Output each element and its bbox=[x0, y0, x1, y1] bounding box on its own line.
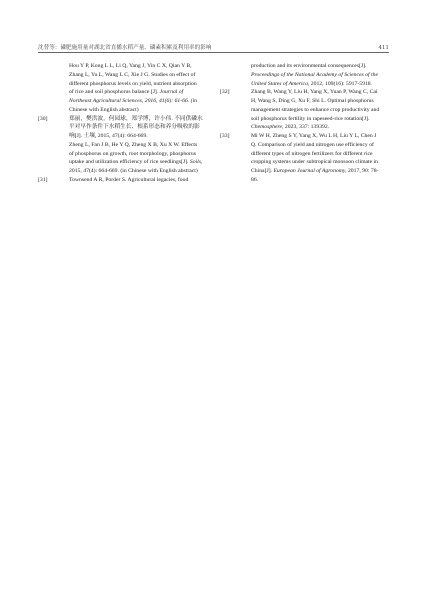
reference-32 bbox=[220, 88, 389, 132]
ref-line bbox=[69, 88, 208, 97]
running-head bbox=[38, 43, 389, 51]
references-left-column bbox=[38, 62, 208, 185]
ref-text: China[J]. bbox=[251, 168, 274, 174]
ref-line: 郑丽，樊洪波，何园球，郑学博，许小伟. 不同供磷水 bbox=[69, 115, 203, 122]
ref-text: of rice and soil phosphorus balance [J]. bbox=[69, 89, 159, 96]
ref-line: 86. bbox=[251, 176, 259, 183]
ref-text: uptake and utilization efficiency of rice seedlings[J]. bbox=[69, 159, 189, 166]
ref-line: production and its environmental consequences[J]. bbox=[251, 63, 367, 69]
reference-number: [33] bbox=[220, 133, 230, 139]
reference-33 bbox=[220, 132, 389, 185]
ref-line: 2015, 47(4): 664-669. (in Chinese with English abstract) bbox=[69, 168, 198, 174]
reference-number: [32] bbox=[220, 89, 230, 96]
page-number: 411 bbox=[378, 45, 389, 51]
ref-line: cropping systems under subtropical monsoon climate in bbox=[251, 159, 378, 166]
ref-line: Zheng L, Fan J B, He Y Q, Zheng X B, Xu X W. Effects bbox=[69, 141, 198, 148]
ref-line: management strategies to enhance crop productivity and bbox=[251, 106, 380, 113]
ref-line: Mi W H, Zheng S Y, Yang X, Wu L H, Liu Y L, Chen J bbox=[251, 133, 377, 139]
ref-text: 2012, 109(16): 5917-5918. bbox=[309, 80, 373, 87]
ref-line bbox=[251, 80, 389, 89]
ref-line bbox=[69, 158, 208, 167]
reference-31-continued bbox=[220, 62, 389, 88]
journal-name: Soils, bbox=[189, 159, 203, 166]
journal-name: European Journal of Agronomy, bbox=[273, 168, 347, 174]
ref-line: Townsend A R, Porder S. Agricultural legacies, food bbox=[69, 176, 189, 183]
ref-line bbox=[251, 167, 389, 176]
ref-line: 响[J]. 土壤, 2015, 47(4): 664-669. bbox=[69, 133, 148, 139]
reference-number: [31] bbox=[38, 176, 48, 183]
ref-text: 2023, 337: 139392. bbox=[283, 124, 330, 131]
ref-line bbox=[251, 123, 389, 132]
journal-name: Journal of bbox=[159, 89, 184, 96]
ref-line: Zhang B, Wang Y, Liu H, Yang X, Yuan P, Wang C, Cai bbox=[251, 89, 378, 96]
header-rule bbox=[38, 52, 389, 53]
references-right-column bbox=[220, 62, 389, 185]
running-title: 沈替等：磷肥施用量对湖北省直播水稻产量、磷素积累及利用率的影响 bbox=[38, 45, 212, 51]
ref-line: Northeast Agricultural Sciences, 2016, 41(6): 61-66. (in bbox=[69, 98, 198, 104]
ref-line: of phosphorus on growth, root morphology, phosphorus bbox=[69, 150, 196, 157]
ref-line: Proceedings of the National Academy of Sciences of the bbox=[251, 71, 378, 78]
ref-line: Zhang L, Yu L, Wang L C, Xie J G. Studies on effect of bbox=[69, 71, 196, 78]
ref-line: different phosphorus levels on yield, nutrient absorption bbox=[69, 80, 197, 87]
ref-line: soil phosphorus fertility in rapeseed-rice rotation[J]. bbox=[251, 115, 370, 122]
ref-line: 平对早作条件下水稻生长、根系形态和养分吸收的影 bbox=[69, 124, 200, 131]
ref-line: H, Wang S, Ding G, Xu F, Shi L. Optimal phosphorus bbox=[251, 98, 374, 104]
reference-30 bbox=[38, 115, 208, 176]
ref-line: Hou Y P, Kong L L, Li Q, Yang J, Yin C X, Qian Y B, bbox=[69, 63, 192, 69]
reference-31 bbox=[38, 176, 208, 185]
ref-line: Q. Comparison of yield and nitrogen use efficiency of bbox=[251, 141, 374, 148]
ref-line: Chinese with English abstract) bbox=[69, 106, 139, 113]
reference-29-continued bbox=[38, 62, 208, 115]
journal-name: Chemosphere, bbox=[251, 124, 284, 131]
reference-number: [30] bbox=[38, 115, 48, 122]
ref-text: 2017, 90: 78- bbox=[346, 168, 379, 174]
journal-name: United States of America, bbox=[251, 80, 310, 87]
ref-line: different types of nitrogen fertilizers for different rice bbox=[251, 150, 373, 157]
